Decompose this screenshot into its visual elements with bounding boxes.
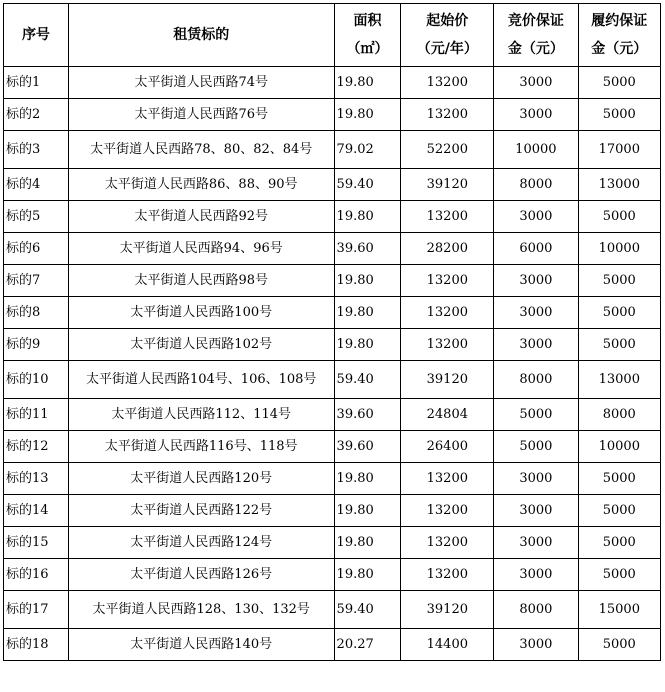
cell-area: 19.80 [334, 99, 401, 131]
table-row [4, 329, 661, 361]
cell-address: 太平街道人民西路112、114号 [68, 399, 334, 431]
lease-table [3, 3, 661, 661]
header-perf-deposit-line1: 履约保证 [591, 13, 648, 29]
table-row [4, 559, 661, 591]
cell-perf-deposit: 5000 [578, 527, 660, 559]
header-bid-deposit-line1: 竞价保证 [507, 13, 564, 29]
cell-area: 19.80 [334, 527, 401, 559]
cell-area: 20.27 [334, 629, 401, 661]
cell-area: 19.80 [334, 559, 401, 591]
cell-no: 标的7 [4, 265, 69, 297]
cell-address: 太平街道人民西路124号 [68, 527, 334, 559]
table-row [4, 201, 661, 233]
cell-address: 太平街道人民西路104号、106、108号 [68, 361, 334, 399]
cell-area: 39.60 [334, 399, 401, 431]
header-price-line1: 起始价 [426, 13, 469, 29]
header-perf-deposit-line2: 金（元） [591, 41, 648, 57]
table-row [4, 233, 661, 265]
cell-no: 标的8 [4, 297, 69, 329]
header-bid-deposit [494, 4, 578, 67]
cell-area: 79.02 [334, 131, 401, 169]
cell-start-price: 28200 [401, 233, 494, 265]
header-area-line2: （㎡） [346, 41, 389, 57]
cell-area: 19.80 [334, 463, 401, 495]
table-row [4, 67, 661, 99]
table-row [4, 361, 661, 399]
header-price [401, 4, 494, 67]
cell-address: 太平街道人民西路102号 [68, 329, 334, 361]
cell-perf-deposit: 10000 [578, 233, 660, 265]
cell-bid-deposit: 3000 [494, 527, 578, 559]
cell-no: 标的11 [4, 399, 69, 431]
cell-bid-deposit: 3000 [494, 99, 578, 131]
cell-perf-deposit: 13000 [578, 361, 660, 399]
table-row [4, 399, 661, 431]
cell-bid-deposit: 3000 [494, 495, 578, 527]
cell-no: 标的12 [4, 431, 69, 463]
cell-perf-deposit: 5000 [578, 297, 660, 329]
cell-address: 太平街道人民西路86、88、90号 [68, 169, 334, 201]
cell-bid-deposit: 5000 [494, 431, 578, 463]
cell-bid-deposit: 3000 [494, 329, 578, 361]
cell-area: 39.60 [334, 431, 401, 463]
cell-address: 太平街道人民西路94、96号 [68, 233, 334, 265]
table-row [4, 495, 661, 527]
cell-no: 标的1 [4, 67, 69, 99]
cell-perf-deposit: 5000 [578, 559, 660, 591]
cell-address: 太平街道人民西路92号 [68, 201, 334, 233]
cell-start-price: 13200 [401, 329, 494, 361]
cell-perf-deposit: 5000 [578, 265, 660, 297]
cell-area: 19.80 [334, 297, 401, 329]
cell-address: 太平街道人民西路128、130、132号 [68, 591, 334, 629]
cell-bid-deposit: 3000 [494, 559, 578, 591]
cell-start-price: 13200 [401, 463, 494, 495]
cell-perf-deposit: 5000 [578, 99, 660, 131]
cell-area: 19.80 [334, 201, 401, 233]
cell-no: 标的18 [4, 629, 69, 661]
cell-address: 太平街道人民西路126号 [68, 559, 334, 591]
header-no: 序号 [4, 4, 69, 67]
cell-address: 太平街道人民西路78、80、82、84号 [68, 131, 334, 169]
cell-bid-deposit: 3000 [494, 629, 578, 661]
cell-start-price: 13200 [401, 559, 494, 591]
cell-area: 19.80 [334, 67, 401, 99]
cell-no: 标的4 [4, 169, 69, 201]
cell-bid-deposit: 3000 [494, 463, 578, 495]
header-price-line2: （元/年） [416, 41, 478, 57]
cell-bid-deposit: 8000 [494, 169, 578, 201]
table-row [4, 265, 661, 297]
cell-no: 标的15 [4, 527, 69, 559]
cell-bid-deposit: 10000 [494, 131, 578, 169]
cell-area: 19.80 [334, 329, 401, 361]
cell-area: 59.40 [334, 169, 401, 201]
cell-bid-deposit: 3000 [494, 201, 578, 233]
cell-address: 太平街道人民西路76号 [68, 99, 334, 131]
cell-start-price: 13200 [401, 67, 494, 99]
cell-start-price: 26400 [401, 431, 494, 463]
table-row [4, 463, 661, 495]
cell-bid-deposit: 8000 [494, 591, 578, 629]
table-row [4, 297, 661, 329]
cell-no: 标的14 [4, 495, 69, 527]
cell-no: 标的5 [4, 201, 69, 233]
cell-bid-deposit: 6000 [494, 233, 578, 265]
header-bid-deposit-line2: 金（元） [507, 41, 564, 57]
cell-address: 太平街道人民西路98号 [68, 265, 334, 297]
cell-start-price: 39120 [401, 361, 494, 399]
cell-start-price: 13200 [401, 527, 494, 559]
cell-area: 59.40 [334, 591, 401, 629]
cell-bid-deposit: 3000 [494, 297, 578, 329]
header-perf-deposit [578, 4, 660, 67]
cell-no: 标的13 [4, 463, 69, 495]
cell-start-price: 13200 [401, 201, 494, 233]
cell-address: 太平街道人民西路120号 [68, 463, 334, 495]
cell-bid-deposit: 3000 [494, 67, 578, 99]
cell-address: 太平街道人民西路74号 [68, 67, 334, 99]
cell-start-price: 13200 [401, 297, 494, 329]
cell-perf-deposit: 5000 [578, 201, 660, 233]
cell-address: 太平街道人民西路122号 [68, 495, 334, 527]
cell-no: 标的17 [4, 591, 69, 629]
table-row [4, 527, 661, 559]
header-area [334, 4, 401, 67]
cell-start-price: 52200 [401, 131, 494, 169]
cell-bid-deposit: 8000 [494, 361, 578, 399]
cell-start-price: 39120 [401, 591, 494, 629]
cell-start-price: 13200 [401, 265, 494, 297]
cell-start-price: 39120 [401, 169, 494, 201]
header-row [4, 4, 661, 67]
header-area-line1: 面积 [353, 13, 382, 29]
cell-bid-deposit: 5000 [494, 399, 578, 431]
cell-perf-deposit: 5000 [578, 329, 660, 361]
cell-area: 19.80 [334, 495, 401, 527]
table-row [4, 591, 661, 629]
cell-start-price: 13200 [401, 495, 494, 527]
table-row [4, 131, 661, 169]
cell-perf-deposit: 13000 [578, 169, 660, 201]
table-row [4, 431, 661, 463]
cell-address: 太平街道人民西路100号 [68, 297, 334, 329]
cell-perf-deposit: 8000 [578, 399, 660, 431]
cell-area: 39.60 [334, 233, 401, 265]
cell-perf-deposit: 5000 [578, 67, 660, 99]
cell-address: 太平街道人民西路140号 [68, 629, 334, 661]
cell-area: 59.40 [334, 361, 401, 399]
cell-no: 标的16 [4, 559, 69, 591]
cell-perf-deposit: 10000 [578, 431, 660, 463]
cell-no: 标的10 [4, 361, 69, 399]
table-row [4, 169, 661, 201]
cell-perf-deposit: 5000 [578, 495, 660, 527]
cell-start-price: 14400 [401, 629, 494, 661]
cell-start-price: 13200 [401, 99, 494, 131]
cell-perf-deposit: 5000 [578, 463, 660, 495]
cell-start-price: 24804 [401, 399, 494, 431]
cell-area: 19.80 [334, 265, 401, 297]
table-row [4, 629, 661, 661]
cell-perf-deposit: 17000 [578, 131, 660, 169]
cell-address: 太平街道人民西路116号、118号 [68, 431, 334, 463]
cell-perf-deposit: 15000 [578, 591, 660, 629]
header-target: 租赁标的 [68, 4, 334, 67]
cell-no: 标的9 [4, 329, 69, 361]
cell-no: 标的3 [4, 131, 69, 169]
cell-perf-deposit: 5000 [578, 629, 660, 661]
cell-bid-deposit: 3000 [494, 265, 578, 297]
table-row [4, 99, 661, 131]
cell-no: 标的6 [4, 233, 69, 265]
cell-no: 标的2 [4, 99, 69, 131]
